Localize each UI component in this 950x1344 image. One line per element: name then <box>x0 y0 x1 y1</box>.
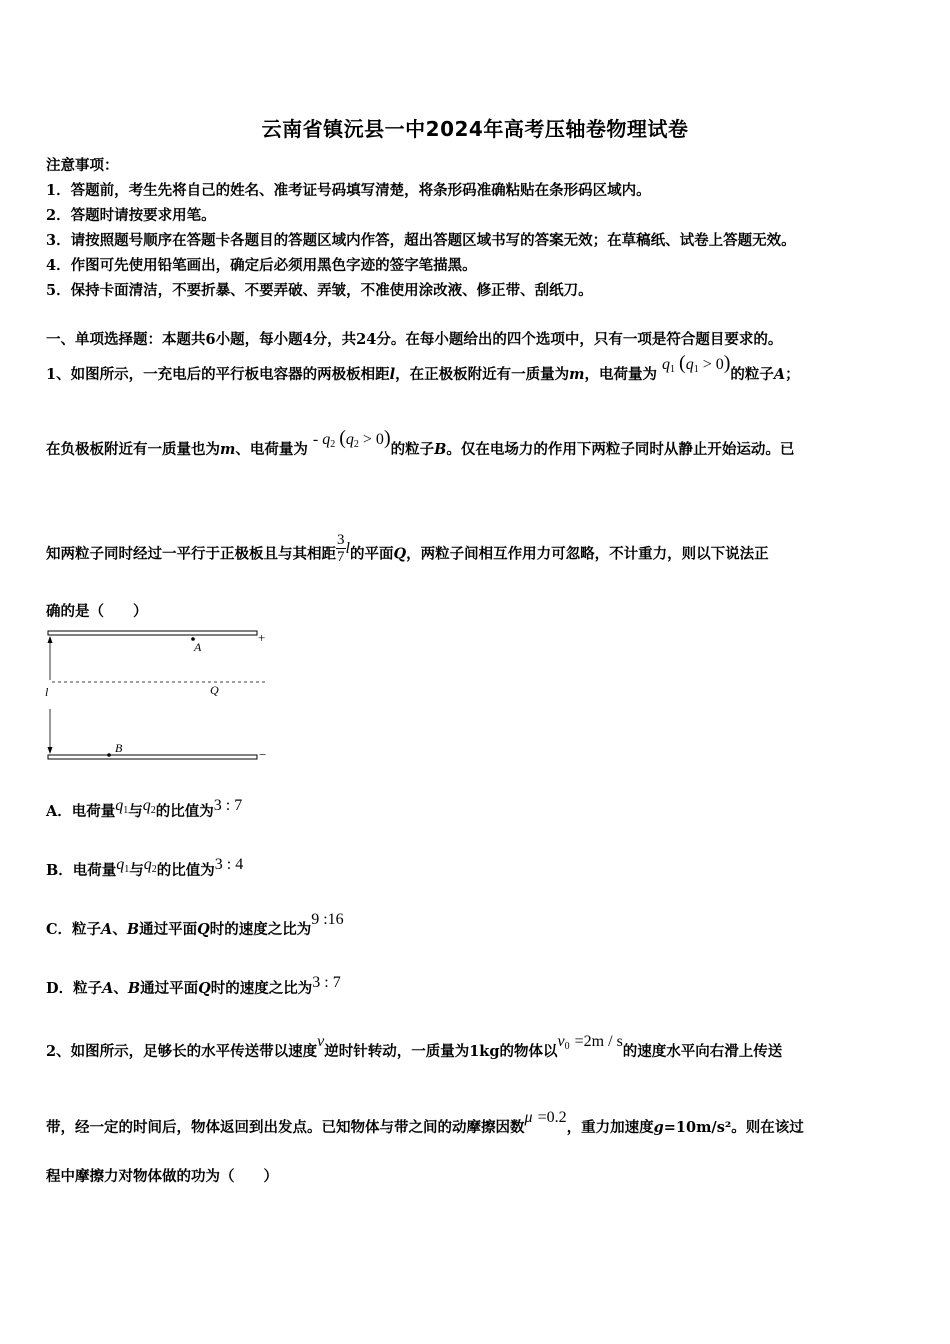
q1-line-2: 在负极板附近有一质量也为m、电荷量为 - q2 (q2 > 0)的粒子B。仅在电场力的作用下两粒子同时从静止开始运动。已 <box>46 427 795 458</box>
q1-charge-expression: q1 (q1 > 0) <box>662 352 731 375</box>
fraction-3-7: $\frac{3}{7}$ <box>337 532 345 565</box>
q2-line-1: 2、如图所示，足够长的水平传送带以速度v逆时针转动，一质量为1kg的物体以v0 =2m / s的速度水平向右滑上传送 <box>46 1033 783 1060</box>
label-a: A <box>194 640 202 654</box>
label-l: l <box>45 685 49 699</box>
option-c[interactable]: C．粒子A、B通过平面Q时的速度之比为9 :16 <box>46 911 344 938</box>
q1-line-3: 知两粒子同时经过一平行于正极板且与其相距 $\frac{3}{7}$ l的平面Q，两粒子间相互作用力可忽略，不计重力，则以下说法正 <box>46 532 769 565</box>
label-b: B <box>115 741 123 755</box>
notice-item-4: 4．作图可先使用铅笔画出，确定后必须用黑色字迹的签字笔描黑。 <box>46 257 477 274</box>
negative-plate <box>48 755 257 759</box>
notice-item-5: 5．保持卡面清洁，不要折暴、不要弄破、弄皱，不准使用涂改液、修正带、刮纸刀。 <box>46 282 593 299</box>
section-heading: 一、单项选择题：本题共6小题，每小题4分，共24分。在每小题给出的四个选项中，只有一项是符合题目要求的。 <box>46 331 783 348</box>
notice-heading: 注意事项： <box>46 157 119 174</box>
option-d[interactable]: D．粒子A、B通过平面Q时的速度之比为3 : 7 <box>46 974 341 997</box>
notice-item-1: 1．答题前，考生先将自己的姓名、准考证号码填写清楚，将条形码准确粘贴在条形码区域内。 <box>46 182 651 199</box>
notice-item-2: 2．答题时请按要求用笔。 <box>46 207 216 224</box>
label-q: Q <box>210 683 219 697</box>
capacitor-diagram <box>40 625 280 770</box>
plus-sign: + <box>258 630 266 645</box>
q1-line-1: 1、如图所示，一充电后的平行板电容器的两极板相距l，在正极板附近有一质量为m，电荷量为 q1 (q1 > 0)的粒子A； <box>46 352 800 383</box>
q1-line-4: 确的是（ ） <box>46 603 148 620</box>
q2-line-2: 带，经一定的时间后，物体返回到出发点。已知物体与带之间的动摩擦因数μ =0.2，重力加速度g=10m/s²。则在该过 <box>46 1109 804 1136</box>
page-title: 云南省镇沅县一中2024年高考压轴卷物理试卷 <box>261 117 689 141</box>
particle-b <box>107 753 111 757</box>
option-b[interactable]: B．电荷量q1与q2的比值为3 : 4 <box>46 856 244 879</box>
q2-line-3: 程中摩擦力对物体做的功为（ ） <box>46 1168 278 1185</box>
arrow-head-up <box>48 636 53 643</box>
arrow-head-down <box>48 747 53 754</box>
positive-plate <box>48 631 257 635</box>
q2-charge-expression: - q2 (q2 > 0) <box>312 427 391 450</box>
notice-item-3: 3．请按照题号顺序在答题卡各题目的答题区域内作答，超出答题区域书写的答案无效；在草稿纸、试卷上答题无效。 <box>46 232 796 249</box>
option-a[interactable]: A．电荷量q1与q2的比值为3 : 7 <box>46 797 243 820</box>
minus-sign: − <box>259 747 267 762</box>
